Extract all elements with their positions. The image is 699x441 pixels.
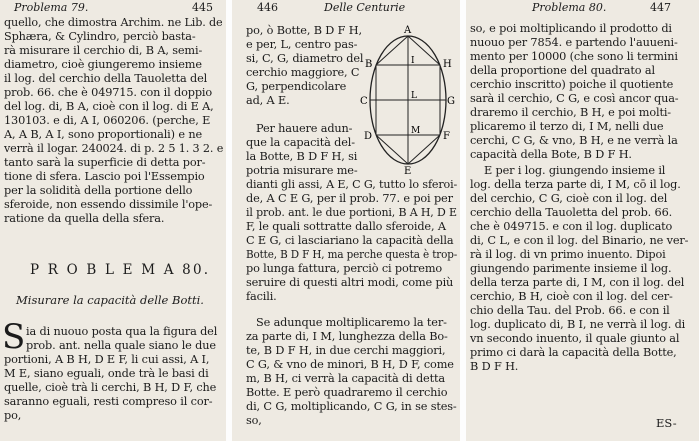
- text-line: potria misurare me-: [246, 164, 358, 177]
- text-line: verrà il logar. 240024. di p. 2 5 1. 3 2. e: [4, 142, 224, 155]
- text-line: mento per 10000 (che sono li termini: [470, 50, 678, 63]
- page-447: [466, 0, 699, 441]
- figure-label: A: [404, 25, 412, 36]
- text-line: que la capacità del-: [246, 136, 355, 149]
- barrel-diagram: [360, 22, 456, 176]
- text-line: il prob. ant. le due portioni, B A H, D E: [246, 206, 457, 219]
- text-line: ad, A E.: [246, 94, 290, 107]
- text-line: po, ò Botte, B D F H,: [246, 24, 362, 37]
- text-line: quelle, cioè trà li cerchi, B H, D F, che: [4, 381, 217, 394]
- text-line: 130103. e di, A I, 060206. (perche, E: [4, 114, 211, 127]
- text-line: C E G, ci lasciariano la capacità della: [246, 234, 454, 247]
- figure-label: D: [364, 131, 373, 142]
- text-line: della terza parte di, I M, con il log. del: [470, 276, 685, 289]
- text-line: ia di nuouo posta qua la figura del: [26, 325, 218, 338]
- text-line: per la solidità della portione dello: [4, 184, 193, 197]
- text-line: la Botte, B D F H, si: [246, 150, 358, 163]
- text-line: prob. 66. che è 049715. con il doppio: [4, 86, 213, 99]
- figure-label: F: [443, 131, 450, 142]
- text-line: chio della Tau. del Prob. 66. e con il: [470, 304, 670, 317]
- text-line: e per, L, centro pas-: [246, 38, 358, 51]
- running-head: [466, 0, 699, 16]
- text-line: della proportione del quadrato al: [470, 64, 655, 77]
- text-line: dianti gli assi, A E, C G, tutto lo sferoi-: [246, 178, 458, 191]
- text-line: de, A C E G, per il prob. 77. e poi per: [246, 192, 453, 205]
- page-446: [232, 0, 460, 441]
- running-head: [0, 0, 226, 16]
- edge-fe: [408, 135, 440, 164]
- text-line: del cerchio, C G, cioè con il log. del: [470, 192, 668, 205]
- text-line: m, B H, ci verrà la capacità di detta: [246, 372, 445, 385]
- text-line: del log. di, B A, cioè con il log. di E A,: [4, 100, 214, 113]
- figure-label: I: [411, 56, 415, 66]
- text-line: M E, siano eguali, onde trà le basi di: [4, 367, 209, 380]
- page-number: 447: [650, 1, 671, 14]
- text-line: si, C, G, diametro del: [246, 52, 364, 65]
- text-line: di, C G, moltiplicando, C G, in se stes-: [246, 400, 457, 413]
- page-number: 446: [257, 1, 278, 14]
- text-line: tanto sarà la superficie di detta por-: [4, 156, 206, 169]
- figure-label: L: [411, 91, 417, 101]
- edge-de: [376, 135, 408, 164]
- text-line: E per i log. giungendo insieme il: [484, 164, 666, 177]
- text-line: B D F H.: [470, 360, 519, 373]
- text-line: cerchio inscritto) poiche il quotiente: [470, 78, 674, 91]
- running-title: Delle Centurie: [324, 1, 406, 14]
- text-line: sferoide, non essendo dissimile l'ope-: [4, 198, 213, 211]
- text-line: plicaremo il terzo di, I M, nelli due: [470, 120, 664, 133]
- text-line: nuouo per 7854. e partendo l'auueni-: [470, 36, 678, 49]
- figure-label: G: [447, 96, 455, 107]
- text-line: il log. del cerchio della Tauoletta del: [4, 72, 208, 85]
- text-line: C G, & vno de minori, B H, D F, come: [246, 358, 454, 371]
- text-line: ratione da quella della sfera.: [4, 212, 165, 225]
- text-line: cerchi, C G, & vno, B H, e ne verrà la: [470, 134, 678, 147]
- catchword: ES-: [656, 416, 677, 430]
- figure-label: B: [365, 59, 373, 70]
- text-line: seruire di questi altri modi, come più: [246, 276, 454, 289]
- text-line: diametro, cioè giungeremo insieme: [4, 58, 202, 71]
- text-line: po lunga fattura, perciò ci potremo: [246, 262, 443, 275]
- text-line: Botte. E però quadraremo il cerchio: [246, 386, 448, 399]
- text-line: di, C L, e con il log. del Binario, ne ver-: [470, 234, 689, 247]
- text-line: Se adunque moltiplicaremo la ter-: [256, 316, 447, 329]
- text-line: rà il log. di vn primo inuento. Dipoi: [470, 248, 666, 261]
- text-line: sarà il cerchio, C G, e così ancor qua-: [470, 92, 679, 105]
- text-line: vn secondo inuento, il quale giunto al: [470, 332, 680, 345]
- figure-label: H: [443, 59, 452, 70]
- text-line: portioni, A B H, D E F, li cui assi, A I,: [4, 353, 210, 366]
- edge-ab: [376, 36, 408, 65]
- text-line: G, perpendicolare: [246, 80, 347, 93]
- figure-label: M: [411, 126, 421, 136]
- drop-initial: S: [2, 317, 26, 357]
- page-445: [0, 0, 226, 441]
- text-line: so,: [246, 414, 262, 427]
- section-heading: P R O B L E M A 80.: [30, 262, 211, 278]
- figure-label: C: [360, 96, 368, 107]
- text-line: giungendo parimente insieme il log.: [470, 262, 672, 275]
- page-number: 445: [192, 1, 213, 14]
- text-line: cerchio maggiore, C: [246, 66, 360, 79]
- figure-label: E: [404, 166, 412, 176]
- text-line: so, e poi moltiplicando il prodotto di: [470, 22, 672, 35]
- text-line: cerchio della Tauoletta del prob. 66.: [470, 206, 673, 219]
- text-line: A, A B, A I, sono proportionali) e ne: [4, 128, 202, 141]
- text-line: che è 049715. e con il log. duplicato: [470, 220, 673, 233]
- text-line: primo ci darà la capacità della Botte,: [470, 346, 677, 359]
- text-line: za parte di, I M, lunghezza della Bo-: [246, 330, 448, 343]
- text-line: po,: [4, 409, 22, 422]
- text-line: Sphæra, & Cylindro, perciò basta-: [4, 30, 196, 43]
- text-line: facili.: [246, 290, 277, 303]
- text-line: prob. ant. nella quale siano le due: [26, 339, 216, 352]
- text-line: te, B D F H, in due cerchi maggiori,: [246, 344, 446, 357]
- running-title: Problema 80.: [532, 1, 607, 14]
- text-line: log. della terza parte di, I M, cō il log.: [470, 178, 681, 191]
- running-title: Problema 79.: [14, 1, 89, 14]
- text-line: saranno eguali, resti compreso il cor-: [4, 395, 213, 408]
- running-head: [232, 0, 460, 16]
- text-line: F, le quali sottratte dallo sferoide, A: [246, 220, 446, 233]
- text-line: capacità della Bote, B D F H.: [470, 148, 632, 161]
- text-line: draremo il cerchio, B H, e poi molti-: [470, 106, 671, 119]
- barrel-figure: [360, 22, 456, 176]
- text-line: tione di sfera. Lascio poi l'Essempio: [4, 170, 205, 183]
- text-line: Per hauere adun-: [256, 122, 353, 135]
- text-line: rà misurare il cerchio di, B A, semi-: [4, 44, 203, 57]
- text-line: Botte, B D F H, ma perche questa è trop-: [246, 248, 458, 261]
- text-line: log. duplicato di, B I, ne verrà il log. di: [470, 318, 686, 331]
- text-line: cerchio, B H, cioè con il log. del cer-: [470, 290, 673, 303]
- section-subheading: Misurare la capacità delle Botti.: [16, 293, 204, 307]
- text-line: quello, che dimostra Archim. ne Lib. de: [4, 16, 223, 29]
